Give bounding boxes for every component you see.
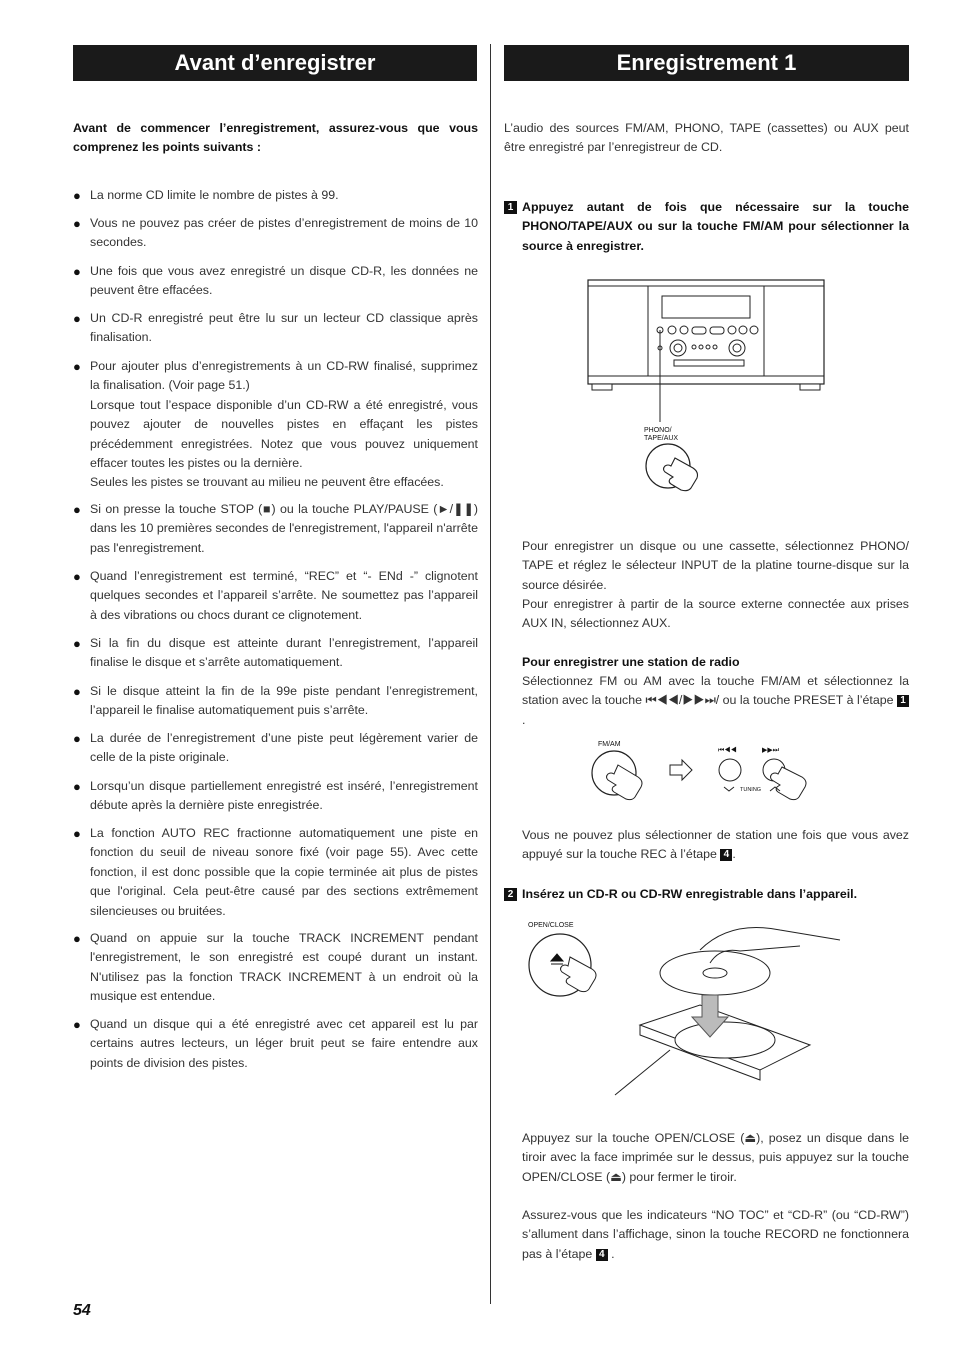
- fig2-fmam-label: FM/AM: [598, 741, 621, 748]
- no-station-step-ref: 4: [720, 849, 732, 861]
- right-intro: L’audio des sources FM/AM, PHONO, TAPE (cassettes) ou AUX peut être enregistré par l’enregistreur de CD.: [504, 121, 909, 155]
- step-1-marker: 1: [504, 201, 517, 214]
- bullet-6: ● Si on presse la touche STOP (■) ou la touche PLAY/PAUSE (►/❚❚) dans les 10 premières secondes de l'enregistrement, l'appareil n'arrête pas l'enregistrement.: [73, 502, 478, 555]
- bullet-10: ● La durée de l’enregistrement d’une piste peut légèrement varier de celle de la piste originale.: [73, 731, 478, 765]
- para-no-station: Vous ne pouvez plus sélectionner de station une fois que vous avez appuyé sur la touche REC à l’étape 4 .: [522, 828, 909, 862]
- fig2-prev-label: ⏮◀◀: [718, 747, 737, 754]
- fig3-label: OPEN/CLOSE: [528, 922, 574, 929]
- fig2-next-label: ▶▶⏭: [762, 747, 780, 754]
- disc-insert-illustration: [520, 915, 860, 1100]
- radio-heading: Pour enregistrer une station de radio: [522, 655, 740, 669]
- step-1-text: Appuyez autant de fois que nécessaire sur la touche PHONO/TAPE/AUX ou sur la touche FM/AM pour sélectionner la source à enregistrer.: [522, 200, 909, 253]
- fig2-tuning-label: TUNING: [740, 787, 762, 793]
- page-number: 54: [73, 1302, 91, 1319]
- tuning-illustration: [590, 735, 840, 815]
- radio-step-ref: 1: [897, 695, 909, 707]
- device-front-illustration: [580, 272, 830, 497]
- bullet-13: ● Quand on appuie sur la touche TRACK INCREMENT pendant l'enregistrement, le son enregistré est coupé durant un instant. N'utilisez pas la fonction TRACK INCREMENT à un endroit où la musique est entendue.: [73, 931, 478, 1004]
- left-section-title: Avant d’enregistrer: [73, 45, 477, 81]
- bullet-12: ● La fonction AUTO REC fractionne automatiquement une piste en fonction du seuil de niveau sonore fixé (voir page 55). Avec cette fonction, il est donc possible que la copie terminée ait plus de pistes que l'original. Cela peut-être causé par des sections extrêmement silencieuses ou bruitées.: [73, 826, 478, 918]
- bullet-14: ● Quand un disque qui a été enregistré avec cet appareil est lu par certains autres lecteurs, un léger bruit peut se faire entendre aux points de division des pistes.: [73, 1017, 478, 1070]
- bullet-8: ● Si la fin du disque est atteinte durant l’enregistrement, l’appareil finalise le disque et s’arrête automatiquement.: [73, 636, 478, 670]
- fig1-label-a: PHONO/: [644, 427, 672, 434]
- radio-text: Sélectionnez FM ou AM avec la touche FM/AM et sélectionnez la station avec la touche ⏮◀◀/▶▶⏭/ ou la touche PRESET à l’étape 1.: [522, 674, 909, 727]
- step-2-text: Insérez un CD-R ou CD-RW enregistrable dans l’appareil.: [522, 887, 858, 901]
- bullet-3: ● Une fois que vous avez enregistré un disque CD-R, les données ne peuvent être effacées.: [73, 264, 478, 298]
- assure-step-ref: 4: [596, 1249, 608, 1261]
- para-assure: Assurez-vous que les indicateurs “NO TOC” et “CD-R” (ou “CD-RW”) s’allument dans l’affichage, sinon la touche RECORD ne fonctionnera pas à l’étape 4 .: [522, 1208, 909, 1261]
- bullet-11: ● Lorsqu’un disque partiellement enregistré est inséré, l’enregistrement débute après la dernière piste enregistrée.: [73, 779, 478, 813]
- fig1-label-b: TAPE/AUX: [644, 435, 679, 442]
- para-open-close: Appuyez sur la touche OPEN/CLOSE (⏏), posez un disque dans le tiroir avec la face imprimée sur le dessus, puis appuyez sur la touche OPEN/CLOSE (⏏) pour fermer le tiroir.: [522, 1131, 909, 1184]
- bullet-5: ● Pour ajouter plus d’enregistrements à un CD-RW finalisé, supprimez la finalisation. (Voir page 51.) Lorsque tout l’espace disponible d’un CD-RW a été enregistré, vous pouvez ajouter de nouvelles pistes en effaçant les pistes précédemment enregistrées. Notez que vous pouvez uniquement effacer toutes les pistes ou la dernière. Seules les pistes se trouvant au milieu ne peuvent être effacées.: [73, 359, 478, 490]
- bullet-9: ● Si le disque atteint la fin de la 99e piste pendant l’enregistrement, l’appareil le finalise automatiquement puis s’arrête.: [73, 684, 478, 718]
- bullet-7: ● Quand l’enregistrement est terminé, “REC” et “- ENd -” clignotent quelques secondes et l’appareil s’arrête. Ne soumettez pas l’appareil à des vibrations ou chocs durant ce clignotement.: [73, 569, 478, 622]
- left-intro: Avant de commencer l’enregistrement, assurez-vous que vous comprenez les points suivants :: [73, 121, 478, 155]
- bullet-2: ● Vous ne pouvez pas créer de pistes d’enregistrement de moins de 10 secondes.: [73, 216, 478, 250]
- right-section-title: Enregistrement 1: [504, 45, 909, 81]
- column-divider: [490, 44, 491, 1304]
- step-2-marker: 2: [504, 888, 517, 901]
- bullet-1: ● La norme CD limite le nombre de pistes à 99.: [73, 188, 339, 203]
- bullet-4: ● Un CD-R enregistré peut être lu sur un lecteur CD classique après finalisation.: [73, 311, 478, 345]
- para-phono: Pour enregistrer un disque ou une cassette, sélectionnez PHONO/ TAPE et réglez le sélecteur INPUT de la platine tourne-disque sur la source désirée.: [522, 539, 909, 592]
- para-aux: Pour enregistrer à partir de la source externe connectée aux prises AUX IN, sélectionnez AUX.: [522, 597, 909, 631]
